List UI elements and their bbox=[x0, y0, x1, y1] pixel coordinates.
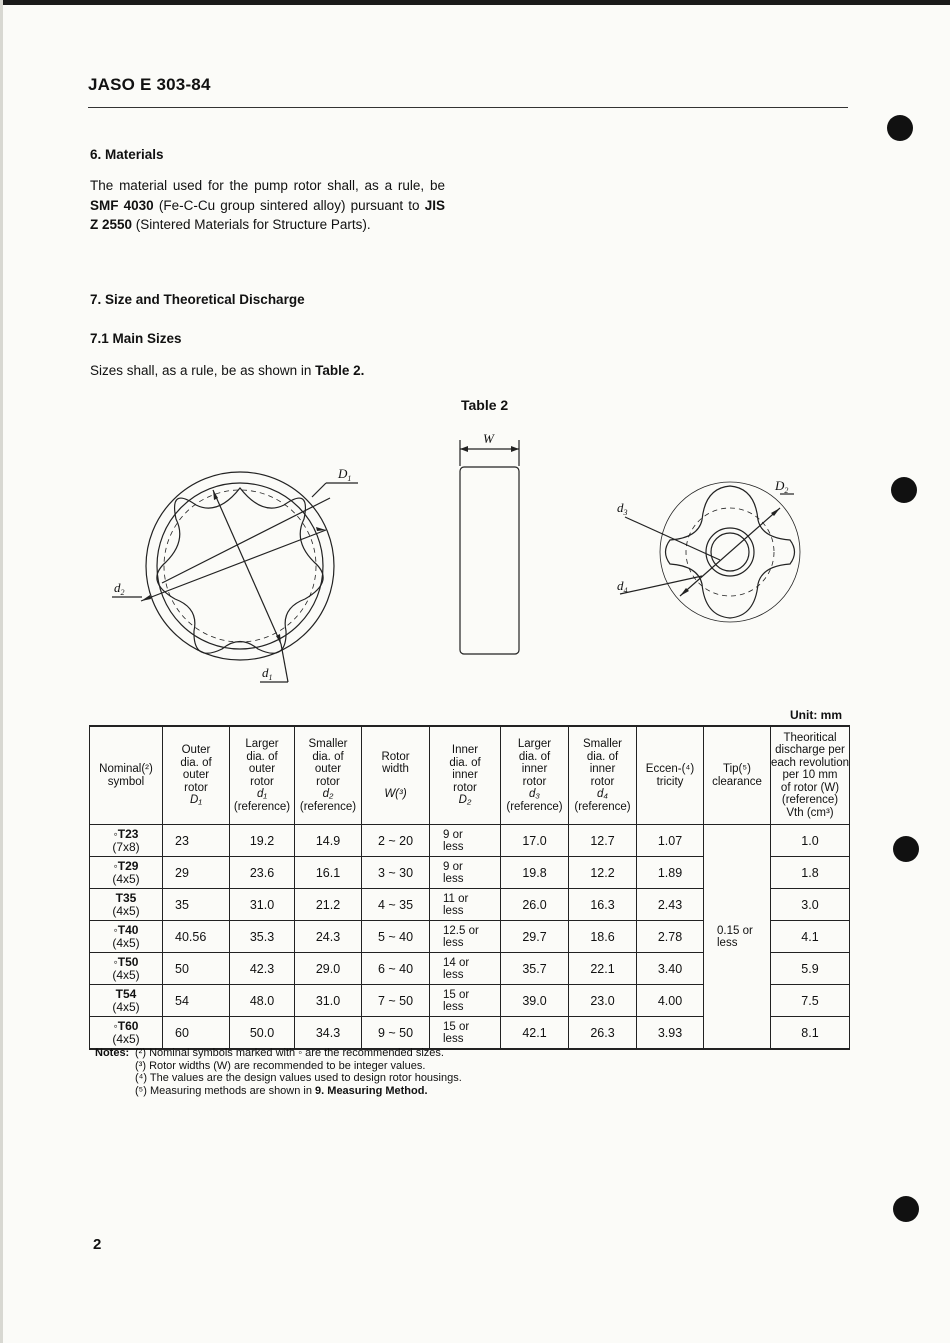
section-7-heading: 7. Size and Theoretical Discharge bbox=[90, 292, 305, 307]
table-notes bbox=[95, 1047, 462, 1098]
cell-d3: 35.7 bbox=[501, 953, 569, 985]
cell-D2: 9 or less bbox=[430, 857, 501, 889]
table-row bbox=[90, 825, 850, 857]
note-item: (⁴) The values are the design values used to design rotor housings. bbox=[135, 1072, 462, 1085]
cell-d4: 23.0 bbox=[569, 985, 637, 1017]
rotor-side-view bbox=[460, 467, 519, 654]
cell-symbol: ◦T60 (4x5) bbox=[90, 1017, 163, 1050]
cell-W: 3 ~ 30 bbox=[362, 857, 430, 889]
cell-eccentricity: 3.93 bbox=[637, 1017, 704, 1050]
d4-leader bbox=[620, 576, 702, 594]
cell-vth: 7.5 bbox=[771, 985, 850, 1017]
d1-dimension-line bbox=[213, 490, 281, 644]
cell-tip-clearance: 0.15 or less bbox=[704, 825, 771, 1050]
cell-D2: 11 or less bbox=[430, 889, 501, 921]
cell-D1: 50 bbox=[163, 953, 230, 985]
cell-symbol: ◦T50 (4x5) bbox=[90, 953, 163, 985]
unit-label: Unit: mm bbox=[790, 708, 842, 722]
label-D1: $D_1$ bbox=[338, 466, 352, 483]
header-inner-dia: Inner dia. of inner rotor D₂ bbox=[430, 727, 501, 825]
D1-leader bbox=[312, 483, 326, 497]
cell-d3: 29.7 bbox=[501, 921, 569, 953]
cell-d4: 22.1 bbox=[569, 953, 637, 985]
cell-D2: 12.5 or less bbox=[430, 921, 501, 953]
cell-eccentricity: 1.89 bbox=[637, 857, 704, 889]
d1-leader bbox=[281, 644, 288, 682]
section-7-1-heading: 7.1 Main Sizes bbox=[90, 331, 182, 346]
cell-symbol: T54 (4x5) bbox=[90, 985, 163, 1017]
cell-eccentricity: 4.00 bbox=[637, 985, 704, 1017]
label-d2: $d_2$ bbox=[114, 580, 125, 597]
cell-d4: 26.3 bbox=[569, 1017, 637, 1050]
section-7-1-body: Sizes shall, as a rule, be as shown in Table 2. bbox=[90, 363, 365, 378]
cell-eccentricity: 3.40 bbox=[637, 953, 704, 985]
cell-vth: 4.1 bbox=[771, 921, 850, 953]
header-discharge: Theoritical discharge per each revolution per 10 mm of rotor (W) (reference) Vth (cm³) bbox=[771, 727, 850, 825]
header-smaller-outer: Smaller dia. of outer rotor d₂ (reference) bbox=[295, 727, 362, 825]
label-D2: $D_2$ bbox=[775, 478, 789, 495]
cell-d1: 50.0 bbox=[230, 1017, 295, 1050]
cell-d3: 26.0 bbox=[501, 889, 569, 921]
cell-D1: 54 bbox=[163, 985, 230, 1017]
cell-D1: 29 bbox=[163, 857, 230, 889]
cell-D2: 9 or less bbox=[430, 825, 501, 857]
header-eccentricity: Eccen-(⁴) tricity bbox=[637, 727, 704, 825]
cell-W: 7 ~ 50 bbox=[362, 985, 430, 1017]
cell-d1: 19.2 bbox=[230, 825, 295, 857]
cell-D1: 40.56 bbox=[163, 921, 230, 953]
d2-helper-line bbox=[162, 498, 330, 583]
D2-dimension-line bbox=[680, 508, 780, 596]
cell-W: 6 ~ 40 bbox=[362, 953, 430, 985]
note-item: (³) Rotor widths (W) are recommended to be integer values. bbox=[135, 1059, 426, 1072]
cell-d2: 16.1 bbox=[295, 857, 362, 889]
cell-d2: 34.3 bbox=[295, 1017, 362, 1050]
cell-vth: 1.8 bbox=[771, 857, 850, 889]
note-item: (⁵) Measuring methods are shown in 9. Measuring Method. bbox=[135, 1085, 428, 1098]
cell-symbol: ◦T40 (4x5) bbox=[90, 921, 163, 953]
cell-vth: 1.0 bbox=[771, 825, 850, 857]
label-d1: $d_1$ bbox=[262, 665, 273, 682]
cell-vth: 8.1 bbox=[771, 1017, 850, 1050]
punch-hole bbox=[893, 1196, 919, 1222]
document-header: JASO E 303-84 bbox=[88, 75, 211, 94]
cell-symbol: ◦T29 (4x5) bbox=[90, 857, 163, 889]
cell-d1: 31.0 bbox=[230, 889, 295, 921]
cell-d4: 12.2 bbox=[569, 857, 637, 889]
punch-hole bbox=[893, 836, 919, 862]
cell-d4: 12.7 bbox=[569, 825, 637, 857]
cell-d3: 39.0 bbox=[501, 985, 569, 1017]
main-sizes-table bbox=[89, 726, 850, 1050]
cell-D1: 35 bbox=[163, 889, 230, 921]
outer-rotor-inner-circle bbox=[157, 483, 323, 649]
cell-eccentricity: 1.07 bbox=[637, 825, 704, 857]
cell-D1: 60 bbox=[163, 1017, 230, 1050]
header-smaller-inner: Smaller dia. of inner rotor d₄ (reference) bbox=[569, 727, 637, 825]
label-W: W bbox=[483, 431, 494, 446]
outer-rotor-dashed-circle bbox=[164, 490, 316, 642]
cell-eccentricity: 2.78 bbox=[637, 921, 704, 953]
cell-d4: 18.6 bbox=[569, 921, 637, 953]
outer-rotor-outer-circle bbox=[146, 472, 334, 660]
header-larger-inner: Larger dia. of inner rotor d₃ (reference) bbox=[501, 727, 569, 825]
cell-eccentricity: 2.43 bbox=[637, 889, 704, 921]
note-item: Notes: (²) Nominal symbols marked with ◦ are the recommended sizes. bbox=[95, 1047, 444, 1059]
cell-vth: 5.9 bbox=[771, 953, 850, 985]
cell-D2: 15 or less bbox=[430, 985, 501, 1017]
cell-d3: 17.0 bbox=[501, 825, 569, 857]
cell-d2: 31.0 bbox=[295, 985, 362, 1017]
header-rotor-width: Rotor width W(³) bbox=[362, 727, 430, 825]
cell-W: 2 ~ 20 bbox=[362, 825, 430, 857]
cell-D2: 14 or less bbox=[430, 953, 501, 985]
header-larger-outer: Larger dia. of outer rotor d₁ (reference) bbox=[230, 727, 295, 825]
label-d4: $d_4$ bbox=[617, 578, 628, 595]
cell-d3: 19.8 bbox=[501, 857, 569, 889]
page-number: 2 bbox=[93, 1236, 102, 1253]
cell-d2: 21.2 bbox=[295, 889, 362, 921]
cell-symbol: T35 (4x5) bbox=[90, 889, 163, 921]
cell-D2: 15 or less bbox=[430, 1017, 501, 1050]
cell-d2: 14.9 bbox=[295, 825, 362, 857]
cell-W: 9 ~ 50 bbox=[362, 1017, 430, 1050]
cell-d2: 29.0 bbox=[295, 953, 362, 985]
outer-rotor-lobes bbox=[157, 488, 323, 653]
arrow-head bbox=[141, 595, 151, 601]
cell-d1: 42.3 bbox=[230, 953, 295, 985]
header-outer-dia: Outer dia. of outer rotor D₁ bbox=[163, 727, 230, 825]
section-6-heading: 6. Materials bbox=[90, 147, 164, 162]
cell-d1: 23.6 bbox=[230, 857, 295, 889]
cell-d1: 35.3 bbox=[230, 921, 295, 953]
header-tip-clearance: Tip(⁵) clearance bbox=[704, 727, 771, 825]
arrow-head bbox=[511, 446, 519, 452]
header-nominal: Nominal(²) symbol bbox=[90, 727, 163, 825]
d3-leader bbox=[625, 517, 720, 560]
section-6-body: The material used for the pump rotor shall, as a rule, be SMF 4030 (Fe-C-Cu group sintered alloy) pursuant to JIS Z 2550 (Sintered Materials for Structure Parts). bbox=[90, 178, 445, 232]
cell-d2: 24.3 bbox=[295, 921, 362, 953]
cell-symbol: ◦T23 (7x8) bbox=[90, 825, 163, 857]
label-d3: $d_3$ bbox=[617, 500, 628, 517]
cell-d1: 48.0 bbox=[230, 985, 295, 1017]
cell-W: 4 ~ 35 bbox=[362, 889, 430, 921]
table-title: Table 2 bbox=[461, 397, 509, 413]
cell-D1: 23 bbox=[163, 825, 230, 857]
cell-W: 5 ~ 40 bbox=[362, 921, 430, 953]
cell-vth: 3.0 bbox=[771, 889, 850, 921]
cell-d3: 42.1 bbox=[501, 1017, 569, 1050]
cell-d4: 16.3 bbox=[569, 889, 637, 921]
arrow-head bbox=[460, 446, 468, 452]
